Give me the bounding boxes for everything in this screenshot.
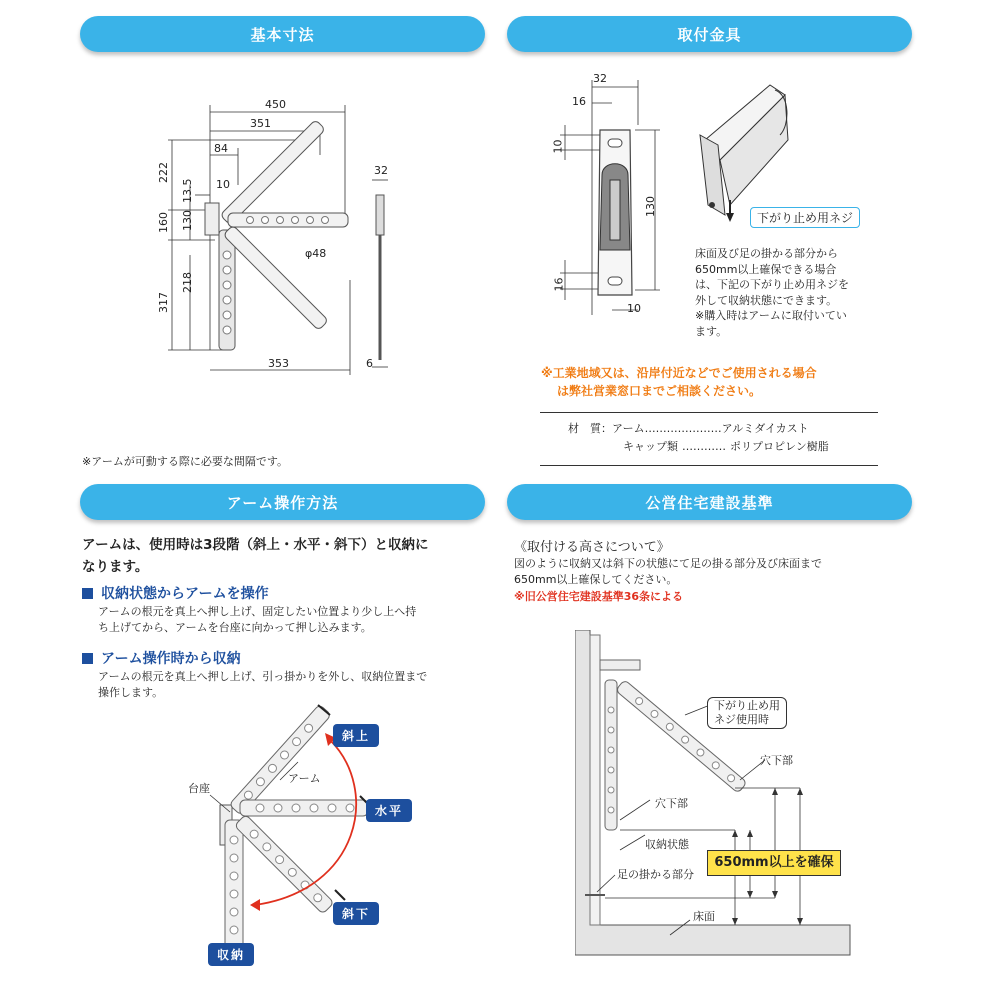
dim-353: 353 — [268, 357, 289, 370]
hw-dim-10b: 10 — [627, 302, 641, 315]
label-hole-bottom-1: 穴下部 — [760, 754, 793, 767]
secure-650mm-box: 650mm以上を確保 — [707, 850, 841, 876]
basic-dimensions-drawing — [150, 85, 410, 375]
hw-dim-32: 32 — [593, 72, 607, 85]
label-hole-bottom-2: 穴下部 — [655, 797, 688, 810]
housing-paragraph: 図のように収納又は斜下の状態にて足の掛る部分及び床面まで 650mm以上確保してください。 — [514, 557, 822, 586]
section-arm-operation: アーム操作方法 — [80, 484, 485, 520]
arm-heading-2: アーム操作時から収納 — [82, 648, 241, 668]
arm-intro: アームは、使用時は3段階（斜上・水平・斜下）と収納に なります。 — [82, 537, 429, 575]
dim-32-side: 32 — [374, 164, 388, 177]
dim-351: 351 — [250, 117, 271, 130]
hardware-description: 床面及び足の掛かる部分から 650mm以上確保できる場合 は、下記の下がり止め用ネジを 外して収納状態にできます。 ※購入時はアームに取付いてい ます。 — [695, 247, 849, 338]
housing-reference: ※旧公営住宅建設基準36条による — [514, 590, 684, 603]
label-stowed-state: 収納状態 — [645, 838, 689, 851]
hw-dim-16b: 16 — [552, 277, 566, 292]
arm-paragraph-1: アームの根元を真上へ押し上げ、固定したい位置より少し上へ持 ち上げてから、アームを台座に向かって押し込みます。 — [98, 605, 417, 634]
dim-130: 130 — [181, 210, 194, 231]
tag-diagonal-down: 斜下 — [333, 902, 379, 925]
arm-paragraph-2: アームの根元を真上へ押し上げ、引っ掛かりを外し、収納位置まで 操作します。 — [98, 670, 428, 699]
screw-use-box: 下がり止め用 ネジ使用時 — [707, 697, 787, 729]
dim-13-5: 13.5 — [181, 178, 194, 203]
material-table: 材 質：アーム…………………アルミダイカスト キャップ類 ………… ポリプロピレン樹脂 — [568, 422, 829, 453]
hw-dim-10a: 10 — [551, 139, 565, 154]
dim-48: φ48 — [305, 247, 327, 260]
tag-horizontal: 水平 — [366, 799, 412, 822]
dim-10: 10 — [216, 178, 230, 191]
hw-dim-130: 130 — [644, 196, 657, 217]
hardware-warning: ※工業地域又は、沿岸付近などでご使用される場合 は弊社営業窓口までご相談ください。 — [541, 366, 817, 398]
material-label: 材 質： — [568, 422, 612, 435]
section-mounting-hardware: 取付金具 — [507, 16, 912, 52]
hw-dim-16a: 16 — [572, 95, 586, 108]
screw-label: 下がり止め用ネジ — [750, 207, 860, 228]
dim-450: 450 — [265, 98, 286, 111]
dim-317: 317 — [157, 292, 170, 313]
tag-diagonal-up: 斜上 — [333, 724, 379, 747]
section-basic-dimensions: 基本寸法 — [80, 16, 485, 52]
housing-diagram — [575, 630, 855, 960]
housing-heading: 《取付ける高さについて》 — [514, 540, 670, 555]
label-floor: 床面 — [693, 910, 715, 923]
basic-note: ※アームが可動する際に必要な間隔です。 — [82, 455, 289, 468]
material-rule-bottom — [540, 465, 878, 466]
section-public-housing: 公営住宅建設基準 — [507, 484, 912, 520]
dim-6: 6 — [366, 357, 373, 370]
dim-160: 160 — [157, 212, 170, 233]
dim-218: 218 — [181, 272, 194, 293]
tag-stowed: 収納 — [208, 943, 254, 966]
arm-heading-1: 収納状態からアームを操作 — [82, 583, 269, 603]
label-base: 台座 — [188, 782, 210, 795]
label-foot-part: 足の掛かる部分 — [617, 868, 694, 881]
dim-222: 222 — [157, 162, 170, 183]
material-rule-top — [540, 412, 878, 413]
label-arm: アーム — [288, 772, 321, 785]
dim-84: 84 — [214, 142, 228, 155]
